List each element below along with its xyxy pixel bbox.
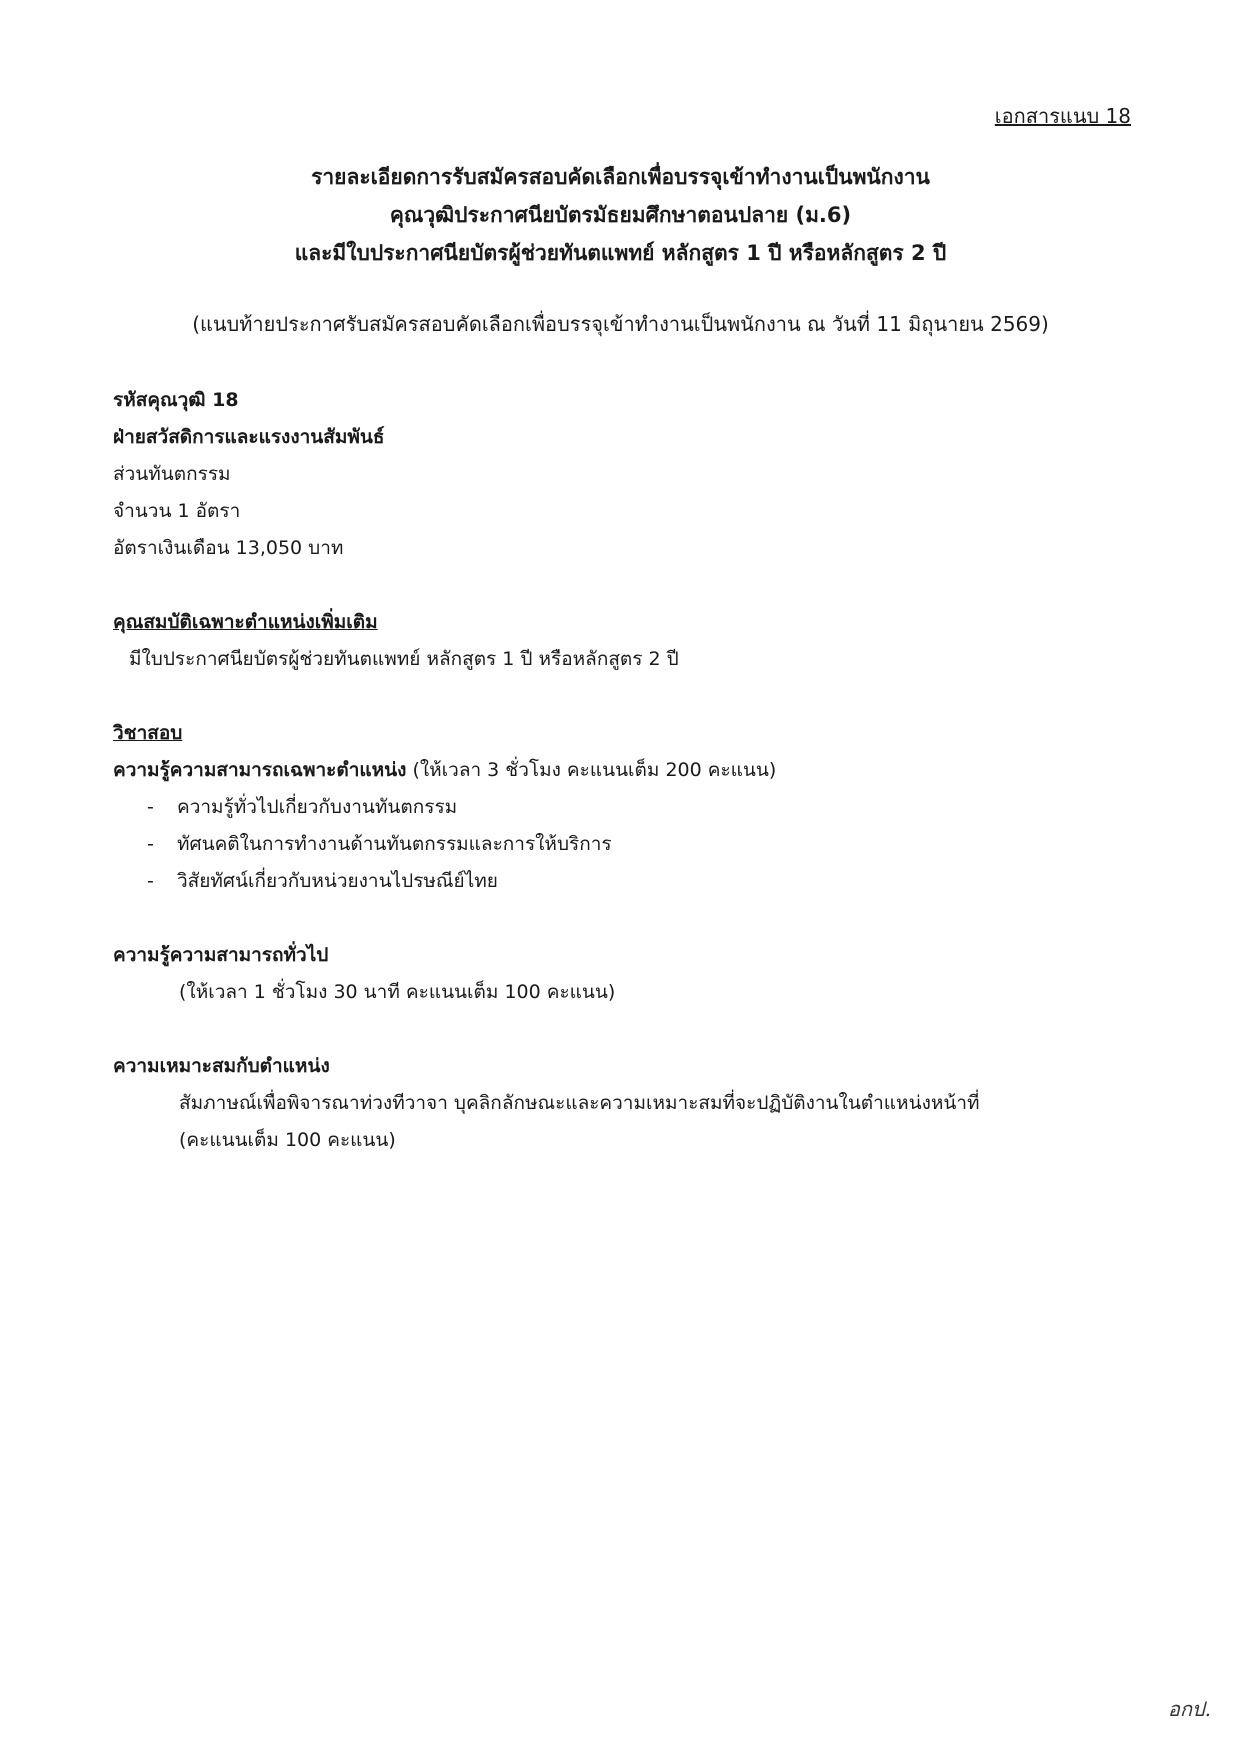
specific-exam-heading: ความรู้ความสามารถเฉพาะตำแหน่ง bbox=[113, 759, 407, 781]
dash-marker: - bbox=[147, 796, 154, 818]
list-item-text: ความรู้ทั่วไปเกี่ยวกับงานทันตกรรม bbox=[177, 796, 458, 818]
general-exam-heading: ความรู้ความสามารถทั่วไป bbox=[113, 944, 329, 966]
dash-marker: - bbox=[147, 833, 154, 855]
specific-exam-detail: (ให้เวลา 3 ชั่วโมง คะแนนเต็ม 200 คะแนน) bbox=[406, 759, 777, 781]
list-item bbox=[113, 863, 1133, 900]
qualification-code: รหัสคุณวุฒิ 18 bbox=[113, 389, 239, 411]
extra-qualifications-heading: คุณสมบัติเฉพาะตำแหน่งเพิ่มเติม bbox=[113, 611, 378, 633]
attachment-label: เอกสารแนบ 18 bbox=[994, 104, 1131, 128]
suitability-score: (คะแนนเต็ม 100 คะแนน) bbox=[179, 1129, 396, 1151]
title-line-2: คุณวุฒิประกาศนียบัตรมัธยมศึกษาตอนปลาย (ม.6) bbox=[389, 203, 852, 227]
dash-marker: - bbox=[147, 870, 154, 892]
document-title bbox=[0, 158, 1241, 272]
list-item bbox=[113, 826, 1133, 863]
suitability-heading: ความเหมาะสมกับตำแหน่ง bbox=[113, 1055, 330, 1077]
salary-rate: อัตราเงินเดือน 13,050 บาท bbox=[113, 537, 344, 559]
department-name: ฝ่ายสวัสดิการและแรงงานสัมพันธ์ bbox=[113, 426, 385, 448]
exam-heading: วิชาสอบ bbox=[113, 722, 183, 744]
general-exam-detail: (ให้เวลา 1 ชั่วโมง 30 นาที คะแนนเต็ม 100 คะแนน) bbox=[179, 981, 616, 1003]
document-subtitle: (แนบท้ายประกาศรับสมัครสอบคัดเลือกเพื่อบรรจุเข้าทำงานเป็นพนักงาน ณ วันที่ 11 มิถุนายน 2569) bbox=[192, 312, 1049, 336]
division-name: ส่วนทันตกรรม bbox=[113, 463, 231, 485]
document-body bbox=[113, 382, 1133, 1159]
list-item-text: วิสัยทัศน์เกี่ยวกับหน่วยงานไปรษณีย์ไทย bbox=[177, 870, 498, 892]
suitability-detail: สัมภาษณ์เพื่อพิจารณาท่วงทีวาจา บุคลิกลักษณะและความเหมาะสมที่จะปฏิบัติงานในตำแหน่งหน้าที่ bbox=[179, 1092, 980, 1114]
extra-qualifications-text: มีใบประกาศนียบัตรผู้ช่วยทันตแพทย์ หลักสูตร 1 ปี หรือหลักสูตร 2 ปี bbox=[129, 648, 679, 670]
title-line-1: รายละเอียดการรับสมัครสอบคัดเลือกเพื่อบรรจุเข้าทำงานเป็นพนักงาน bbox=[311, 165, 930, 189]
specific-exam-line bbox=[113, 752, 1133, 789]
position-count: จำนวน 1 อัตรา bbox=[113, 500, 241, 522]
list-item-text: ทัศนคติในการทำงานด้านทันตกรรมและการให้บริการ bbox=[177, 833, 612, 855]
list-item bbox=[113, 789, 1133, 826]
signature-initials: อกป. bbox=[1167, 1697, 1211, 1721]
title-line-3: และมีใบประกาศนียบัตรผู้ช่วยทันตแพทย์ หลักสูตร 1 ปี หรือหลักสูตร 2 ปี bbox=[294, 241, 947, 265]
